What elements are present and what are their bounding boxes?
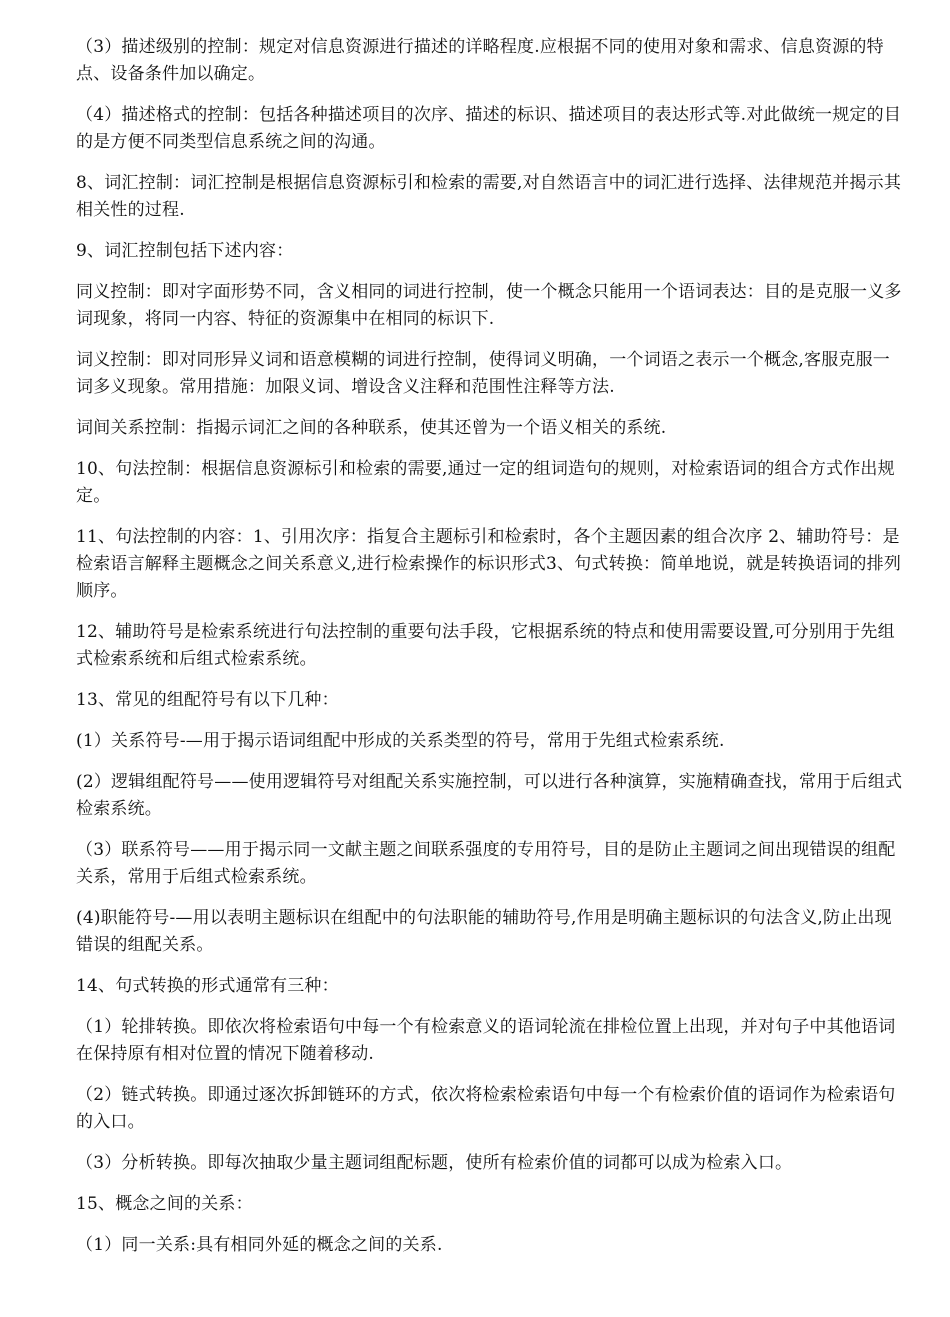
paragraph-chain-conversion: （2）链式转换。即通过逐次拆卸链环的方式，依次将检索检索语句中每一个有检索价值的语词作为检索语句的入口。 xyxy=(76,1085,896,1132)
paragraph-logic-symbol: (2）逻辑组配符号——使用逻辑符号对组配关系实施控制，可以进行各种演算，实施精确查找，常用于后组式检索系统。 xyxy=(76,772,903,819)
paragraph-concept-relations-heading: 15、概念之间的关系： xyxy=(76,1194,253,1214)
paragraph-syntax-control: 10、句法控制：根据信息资源标引和检索的需要,通过一定的组词造句的规则，对检索语词的组合方式作出规定。 xyxy=(76,459,895,506)
paragraph-relation-symbol: (1）关系符号-—用于揭示语词组配中形成的关系类型的符号，常用于先组式检索系统. xyxy=(76,731,725,751)
paragraph-vocabulary-control-contents: 9、词汇控制包括下述内容： xyxy=(76,241,294,261)
paragraph-description-format-control: （4）描述格式的控制：包括各种描述项目的次序、描述的标识、描述项目的表达形式等.对此做统一规定的目的是方便不同类型信息系统之间的沟通。 xyxy=(76,105,902,152)
paragraph-synonym-control: 同义控制：即对字面形势不同，含义相同的词进行控制，使一个概念只能用一个语词表达：目的是克服一义多词现象，将同一内容、特征的资源集中在相同的标识下. xyxy=(76,282,902,329)
paragraph-word-meaning-control: 词义控制：即对同形异义词和语意模糊的词进行控制，使得词义明确，一个词语之表示一个概念,客服克服一词多义现象。常用措施：加限义词、增设含义注释和范围性注释等方法. xyxy=(76,350,891,397)
paragraph-auxiliary-symbols: 12、辅助符号是检索系统进行句法控制的重要句法手段，它根据系统的特点和使用需要设置,可分别用于先组式检索系统和后组式检索系统。 xyxy=(76,622,895,669)
paragraph-vocabulary-control: 8、词汇控制：词汇控制是根据信息资源标引和检索的需要,对自然语言中的词汇进行选择、法律规范并揭示其相关性的过程. xyxy=(76,173,902,220)
paragraph-identity-relation: （1）同一关系:具有相同外延的概念之间的关系. xyxy=(76,1235,443,1255)
paragraph-syntax-control-contents: 11、句法控制的内容：1、引用次序：指复合主题标引和检索时，各个主题因素的组合次序 2、辅助符号：是检索语言解释主题概念之间关系意义,进行检索操作的标识形式3、句式转换：简单地说，就是转换语词的排列顺序。 xyxy=(76,527,902,601)
paragraph-analysis-conversion: （3）分析转换。即每次抽取少量主题词组配标题，使所有检索价值的词都可以成为检索入口。 xyxy=(76,1153,793,1173)
paragraph-function-symbol: (4)职能符号-—用以表明主题标识在组配中的句法职能的辅助符号,作用是明确主题标识的句法含义,防止出现错误的组配关系。 xyxy=(76,908,892,955)
paragraph-description-level-control: （3）描述级别的控制：规定对信息资源进行描述的详略程度.应根据不同的使用对象和需求、信息资源的特点、设备条件加以确定。 xyxy=(76,37,884,84)
paragraph-rotation-conversion: （1）轮排转换。即依次将检索语句中每一个有检索意义的语词轮流在排检位置上出现，并对句子中其他语词在保持原有相对位置的情况下随着移动. xyxy=(76,1017,896,1064)
paragraph-inter-word-relation-control: 词间关系控制：指揭示词汇之间的各种联系，使其还曾为一个语义相关的系统. xyxy=(76,418,667,438)
paragraph-combination-symbols-heading: 13、常见的组配符号有以下几种： xyxy=(76,690,339,710)
paragraph-link-symbol: （3）联系符号——用于揭示同一文献主题之间联系强度的专用符号，目的是防止主题词之间出现错误的组配关系，常用于后组式检索系统。 xyxy=(76,840,896,887)
paragraph-sentence-conversion-heading: 14、句式转换的形式通常有三种： xyxy=(76,976,339,996)
